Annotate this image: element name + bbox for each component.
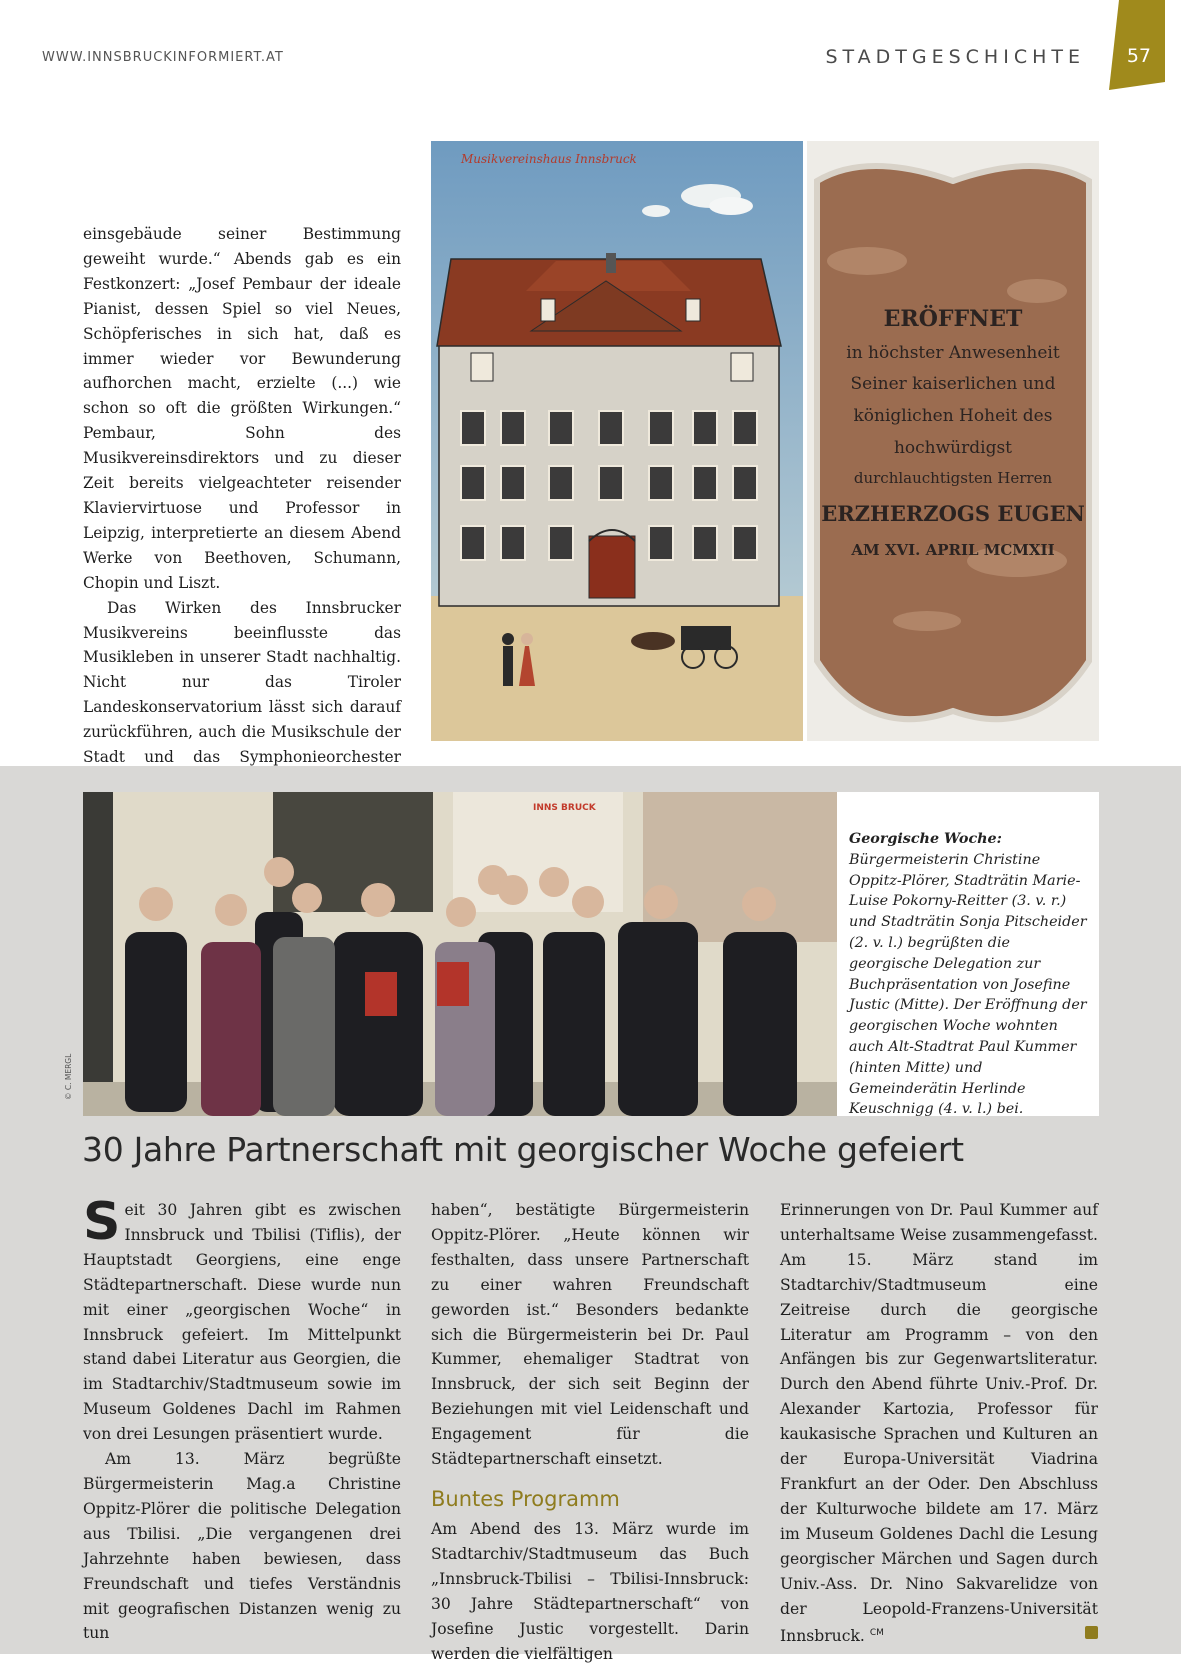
plaque-line: ERZHERZOGS EUGEN [821, 501, 1085, 526]
plaque-line: Seiner kaiserlichen und [850, 374, 1056, 394]
postcard-caption: Musikvereinshaus Innsbruck [461, 152, 637, 166]
article-paragraph: haben“, bestätigte Bürgermeisterin Oppitz-Plörer. „Heute können wir festhalten, dass unsere Partnerschaft zu einer wahren Freundschaft geworden ist.“ Besonders bedankte sich die Bürgermeisterin bei Dr. Paul Kummer, ehemaliger Stadtrat von Innsbruck, der sich seit Beginn der Beziehungen mit viel Leidenschaft und Engagement für die Städtepartnerschaft einsetzt. [431, 1201, 749, 1469]
caption-text: Bürgermeisterin Christine Oppitz-Plörer, Stadträtin Marie-Luise Pokorny-Reitter (3. v. r.) und Stadträtin Sonja Pitscheider (2. v. l.) begrüßten die georgische Delegation zur Buchpräsentation von Josefine Justic (Mitte). Der Eröffnung der georgischen Woche wohnten auch Alt-Stadtrat Paul Kummer (hinten Mitte) und Gemeinderätin Herlinde Keuschnigg (4. v. l.) bei. [849, 851, 1087, 1118]
article-paragraph: Am 13. März begrüßte Bürgermeisterin Mag.a Christine Oppitz-Plörer die politische Delegation aus Tbilisi. „Die vergangenen drei Jahrzehnte haben bewiesen, dass Freundschaft und tiefes Verständnis mit geografischen Distanzen wenig zu tun [83, 1450, 401, 1643]
article-paragraph: Seit 30 Jahren gibt es zwischen Innsbruck und Tbilisi (Tiflis), der Hauptstadt Georgiens, eine enge Städtepartnerschaft. Diese wurde nun mit einer „georgischen Woche“ in Innsbruck gefeiert. Im Mittelpunkt stand dabei Literatur aus Georgien, die im Stadtarchiv/Stadtmuseum sowie im Museum Goldenes Dachl im Rahmen von drei Lesungen präsentiert wurde. [83, 1192, 401, 1444]
author-initials: CM [869, 1628, 884, 1639]
article-column-1 [83, 1192, 401, 1646]
top-article-column [83, 222, 401, 820]
plaque-image [807, 141, 1099, 741]
article-paragraph: Erinnerungen von Dr. Paul Kummer auf unterhaltsame Weise zusammengefasst. Am 15. März stand im Stadtarchiv/Stadtmuseum eine Zeitreise durch die georgische Literatur am Programm – von den Anfängen bis zur Gegenwartsliteratur. Durch den Abend führte Univ.-Prof. Dr. Alexander Kartozia, Professor für kaukasische Sprachen und Kulturen an der Europa-Universität Viadrina Frankfurt an der Oder. Den Abschluss der Kulturwoche bildete am 17. März im Museum Goldenes Dachl die Lesung georgischer Märchen und Sagen durch Univ.-Ass. Dr. Nino Sakvarelidze von der Leopold-Franzens-Universität Innsbruck. $^{CM}$ [780, 1201, 1098, 1646]
article-paragraph: Am Abend des 13. März wurde im Stadtarchiv/Stadtmuseum das Buch „Innsbruck-Tbilisi – Tbilisi-Innsbruck: 30 Jahre Städtepartnerschaft“ von Josefine Justic vorgestellt. Darin werden die vielfältigen [431, 1519, 749, 1663]
website-url: WWW.INNSBRUCKINFORMIERT.AT [42, 50, 284, 65]
plaque-line: AM XVI. APRIL MCMXII [851, 541, 1055, 559]
plaque-line: königlichen Hoheit des [853, 406, 1053, 426]
caption-lead: Georgische Woche: [849, 831, 1002, 847]
banner-text: INNS BRUCK [533, 803, 596, 813]
top-article-paragraph: Das Wirken des Innsbrucker Musikvereins beeinflusste das Musikleben in unserer Stadt nachhaltig. Nicht nur das Tiroler Landeskonservatorium lässt sich darauf zurückführen, auch die Musikschule der Stadt und das Symphonieorchester [83, 596, 401, 820]
article-column-2 [431, 1198, 749, 1666]
article-column-3 [780, 1198, 1098, 1649]
photo-caption [849, 829, 1094, 1120]
top-article-paragraph: einsgebäude seiner Bestimmung geweiht wurde.“ Abends gab es ein Festkonzert: „Josef Pembaur der ideale Pianist, dessen Spiel so viel Neues, Schöpferisches in sich hat, daß es immer wieder vor Bewunderung aufhorchen macht, erzielte (...) wie schon so oft die größten Wirkungen.“ Pembaur, Sohn des Musikvereinsdirektors und zu dieser Zeit bereits vielgeachteter reisender Klaviervirtuose und Professor in Leipzig, interpretierte an diesem Abend Werke von Beethoven, Schumann, Chopin und Liszt. [83, 225, 401, 592]
plaque-line: durchlauchtigsten Herren [853, 469, 1053, 487]
plaque-line: in höchster Anwesenheit [846, 343, 1060, 363]
photo-credit: © C. MERGL [64, 1053, 73, 1100]
page-number: 57 [1126, 45, 1151, 67]
article-headline: 30 Jahre Partnerschaft mit georgischer Woche gefeiert [82, 1130, 964, 1169]
article-subheading: Buntes Programm [431, 1486, 620, 1511]
postcard-image [431, 141, 803, 741]
group-photo [83, 792, 837, 1116]
section-title: STADTGESCHICHTE [825, 46, 1085, 68]
plaque-line: hochwürdigst [893, 438, 1013, 458]
plaque-line: ERÖFFNET [883, 306, 1023, 332]
drop-cap: S [83, 1192, 121, 1252]
end-mark-icon [1085, 1626, 1098, 1639]
